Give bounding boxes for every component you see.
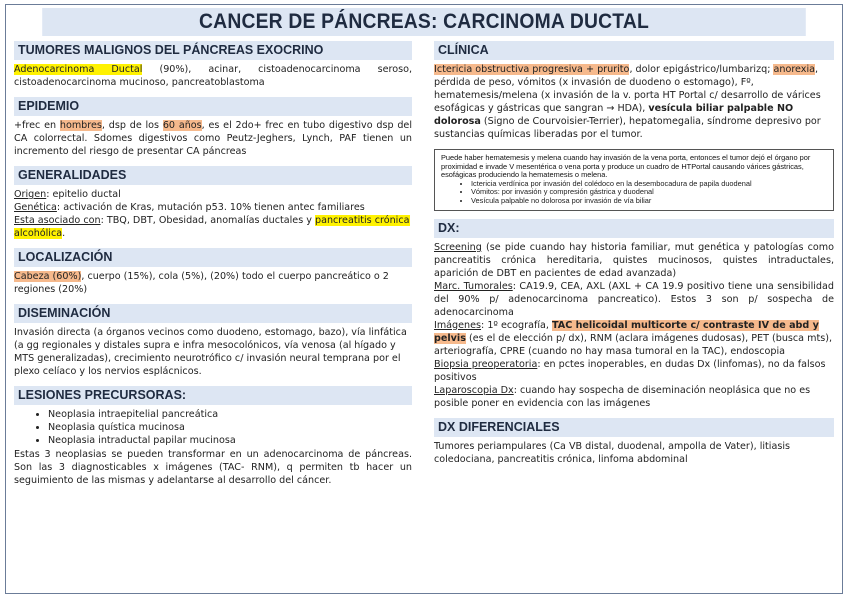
diseminacion-text: Invasión directa (a órganos vecinos como duodeno, estomago, bazo), vía linfática (a gg regionales y distales supra e infra mesocolónicos, vía venosa (al hígado y MTS generalizadas), crecimiento neurotrófico c/ invasión neural temprana por el plexo celíaco y los nervios esplácnicos. [14,327,407,377]
section-clinica [434,41,834,141]
imagenes-label: Imágenes [434,319,482,331]
asociado-label: Esta asociado con [14,215,101,226]
screening-label: Screening [434,241,482,253]
epidemio-t3: , es el 2do+ frec en tubo digestivo dsp del CA colorrectal. Sdomes digestivos como Peutz-Jeghers, Lynch, PAF tienen un incremento del riesgo de presentar CA páncreas [14,120,412,157]
highlight-60-anos: 60 años [162,120,202,131]
screening-text: (se pide cuando hay historia familiar, mut genética y patologías como pancreatitis crónica hereditaria, quistes mucinosos, quistes intraductales, aparición de DBT en pacientes de edad avanzada) [434,241,834,279]
section-dx [434,219,834,410]
marcadores-text: : CA19.9, CEA, AXL (AXL + CA 19.9 positivo tiene una sensibilidad del 90% p/ adenocarcinoma pancreatico). Estos 3 son p/ sospecha de adenocarcinoma [434,280,834,318]
lesiones-text: Estas 3 neoplasias se pueden transformar en un adenocarcinoma de páncreas. Son las 3 diagnosticables x imágenes (TAC- RNM), q permiten tb hacer un seguimiento de las mismas y adelantarse al desarrollo del cáncer. [14,449,412,486]
section-header-tumores: TUMORES MALIGNOS DEL PÁNCREAS EXOCRINO [14,41,412,60]
section-generalidades [14,166,412,240]
section-header-localizacion: LOCALIZACIÓN [14,248,412,267]
section-header-dx: DX: [434,219,834,238]
highlight-hombres: hombres [59,120,102,131]
note-text: Puede haber hematemesis y melena cuando hay invasión de la vena porta, entonces el tumor dejó el órgano por proximidad e invade V mesentérica o vena porta y produce un cuadro de HTPortal causando várices gástricas, esofágicas produciendo la hematemesis o melena. [441,153,811,180]
list-item: • Vómitos: por invasión y compresión gástrica y duodenal [471,188,827,197]
screening-line [434,241,834,280]
highlight-anorexia: anorexia [773,64,816,75]
section-header-epidemio: EPIDEMIO [14,97,412,116]
marcadores-label: Marc. Tumorales [434,280,513,292]
left-column [14,41,412,495]
origen-line [14,188,412,201]
biopsia-label: Biopsia preoperatoria [434,358,538,370]
section-diseminacion [14,304,412,378]
laparoscopia-label: Laparoscopia Dx [434,384,514,396]
biopsia-text: : en pctes inoperables, en dudas Dx (linfomas), no da falsos positivos [434,358,826,383]
epidemio-t2: , dsp de los [101,120,163,131]
highlight-ictericia: Ictericia obstructiva progresiva + prurito [434,64,630,75]
list-item: • Neoplasia quística mucinosa [48,421,412,434]
list-item: • Neoplasia intraepitelial pancreática [48,408,412,421]
biopsia-line [434,358,834,384]
tumores-rest: (90%), acinar, cistoadenocarcinoma seroso, cistoadenocarcinoma mucinoso, pancreatoblastoma [14,64,412,88]
right-column [434,41,834,474]
vesicula-bold: vesícula biliar palpable NO dolorosa [434,103,794,127]
genetica-line [14,201,412,214]
tumores-text [14,63,412,89]
highlight-cabeza: Cabeza (60%) [14,271,82,282]
section-localizacion [14,248,412,296]
clinica-t3: (Signo de Courvoisier-Terrier), hepatomegalia, síndrome depresivo por sustancias químicas liberadas por el tumor. [434,116,821,140]
laparoscopia-line [434,384,834,410]
genetica-text: : activación de Kras, mutación p53. 10% tienen antec familiares [56,202,365,213]
asociado-line [14,214,412,240]
epidemio-t1: +frec en [14,120,60,131]
epidemio-text [14,119,412,158]
list-item: • Neoplasia intraductal papilar mucinosa [48,434,412,447]
highlight-pancreatitis: pancreatitis crónica alcohólica [14,215,410,239]
laparoscopia-text: : cuando hay sospecha de diseminación neoplásica que no es posible poner en evidencia con las imágenes [434,384,811,409]
dif-text: Tumores periampulares (Ca VB distal, duodenal, ampolla de Vater), litiasis coledociana, pancreatitis crónica, linfoma abdominal [434,440,791,465]
localizacion-rest: , cuerpo (15%), cola (5%), (20%) todo el cuerpo pancreático o 2 regiones (20%) [14,271,389,295]
section-header-generalidades: GENERALIDADES [14,166,412,185]
origen-label: Origen [14,189,47,200]
genetica-label: Genética [14,202,57,213]
note-list [441,180,827,206]
imagenes-t1: : 1º ecografía, [481,319,552,331]
section-header-clinica: CLÍNICA [434,41,834,60]
highlight-tac: TAC helicoidal multicorte c/ contraste IV de abd y pelvis [434,319,819,344]
clinica-text [434,63,834,141]
list-item: • Ictericia verdínica por invasión del colédoco en la desembocadura de papila duodenal [471,180,827,189]
clinica-t2: , pérdida de peso, vómitos (x invasión de duodeno o estomago), Fº, hematemesis/melena (x invasión de la v. porta HT Portal c/ desarrollo de várices esofágicas y gástricas que sangran → HDA), [434,64,821,114]
section-tumores [14,41,412,89]
section-dx-diferenciales [434,418,834,466]
section-header-dx-diferenciales: DX DIFERENCIALES [434,418,834,437]
page-title: CANCER DE PÁNCREAS: CARCINOMA DUCTAL [42,8,806,36]
list-item: • Vesícula palpable no dolorosa por invasión de vía biliar [471,197,827,206]
marcadores-line [434,280,834,319]
section-header-lesiones: LESIONES PRECURSORAS: [14,386,412,405]
highlight-adenocarcinoma: Adenocarcinoma Ductal [14,64,143,75]
section-lesiones [14,386,412,487]
imagenes-t2: (es el de elección p/ dx), RNM (aclara imágenes dudosas), PET (busca mts), arteriografía, CPRE (cuando no hay masa tumoral en la TAC), endoscopia [434,332,833,357]
imagenes-line [434,319,834,358]
clinica-t1: , dolor epigástrico/lumbarizq; [629,64,774,75]
page [5,4,843,594]
section-header-diseminacion: DISEMINACIÓN [14,304,412,323]
note-box [434,149,834,211]
lesiones-list [14,408,412,447]
origen-text: : epitelio ductal [46,189,121,200]
localizacion-text [14,270,412,296]
asociado-text: : TBQ, DBT, Obesidad, anomalías ductales y [100,215,315,226]
section-epidemio [14,97,412,158]
asociado-end: . [62,228,66,239]
